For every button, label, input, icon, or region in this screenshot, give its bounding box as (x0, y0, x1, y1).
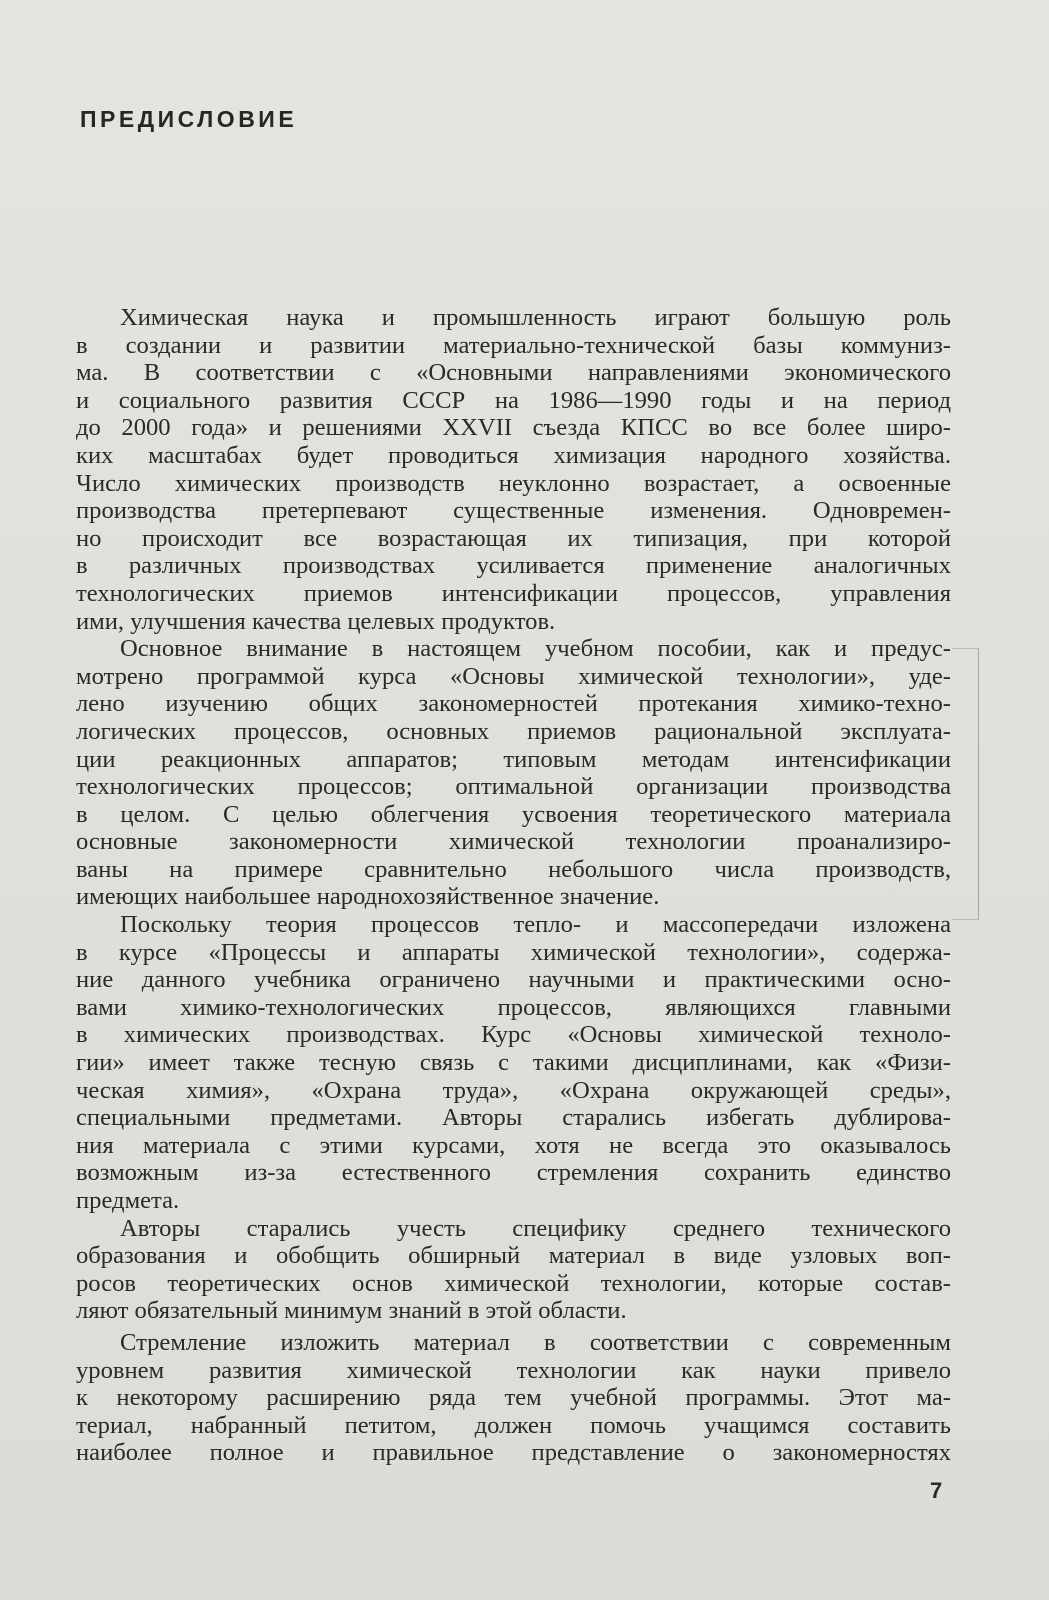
text-line: гии» имеет также тесную связь с такими дисциплинами, как «Физи- (76, 1049, 951, 1077)
margin-bracket-mark (952, 648, 979, 920)
text-line: в курсе «Процессы и аппараты химической технологии», содержа- (76, 938, 951, 966)
paragraph-1 (76, 304, 951, 635)
text-line: к некоторому расширению ряда тем учебной программы. Этот ма- (76, 1384, 951, 1412)
text-line: ние данного учебника ограничено научными и практическими осно- (76, 966, 951, 994)
text-line: ния материала с этими курсами, хотя не всегда это оказывалось (76, 1131, 951, 1159)
text-line: ляют обязательный минимум знаний в этой области. (76, 1297, 627, 1325)
text-line: возможным из-за естественного стремления сохранить единство (76, 1159, 951, 1187)
text-line: в различных производствах усиливается применение аналогичных (76, 552, 951, 580)
text-line: в химических производствах. Курс «Основы химической техноло- (76, 1021, 951, 1049)
text-line: Стремление изложить материал в соответствии с современным (120, 1328, 951, 1356)
text-line: териал, набранный петитом, должен помочь учащимся составить (76, 1411, 951, 1439)
text-line: в создании и развитии материально-технической базы коммуниз- (76, 331, 951, 359)
text-line: и социального развития СССР на 1986—1990 годы и на период (76, 386, 951, 414)
pencil-handwriting-mark: ​ (343, 200, 347, 263)
text-line: Число химических производств неуклонно возрастает, а освоенные (76, 469, 951, 497)
paragraph-4 (76, 1215, 951, 1325)
text-line: ции реакционных аппаратов; типовым методам интенсификации (76, 745, 951, 773)
paragraph-3 (76, 911, 951, 1215)
paragraph-5 (76, 1329, 951, 1467)
text-line: образования и обобщить обширный материал в виде узловых воп- (76, 1242, 951, 1270)
text-line: Авторы старались учесть специфику среднего технического (120, 1214, 951, 1242)
text-line: технологических процессов; оптимальной организации производства (76, 773, 951, 801)
text-line: мотрено программой курса «Основы химической технологии», уде- (76, 662, 951, 690)
text-line: логических процессов, основных приемов рациональной эксплуата- (76, 717, 951, 745)
text-line: ческая химия», «Охрана труда», «Охрана окружающей среды», (76, 1076, 951, 1104)
text-line: ких масштабах будет проводиться химизация народного хозяйства. (76, 441, 951, 469)
text-line: технологических приемов интенсификации процессов, управления (76, 579, 951, 607)
text-line: Поскольку теория процессов тепло- и массопередачи изложена (120, 911, 951, 939)
text-line: Основное внимание в настоящем учебном пособии, как и предус- (120, 635, 951, 663)
text-line: но происходит все возрастающая их типизация, при которой (76, 524, 951, 552)
text-line: специальными предметами. Авторы старались избегать дублирова- (76, 1104, 951, 1132)
text-line: имеющих наибольшее народнохозяйственное значение. (76, 883, 660, 911)
text-line: предмета. (76, 1187, 180, 1214)
text-line: вами химико-технологических процессов, являющихся главными (76, 993, 951, 1021)
text-line: в целом. С целью облегчения усвоения теоретического материала (76, 800, 951, 828)
text-line: основные закономерности химической технологии проанализиро- (76, 828, 951, 856)
text-line: уровнем развития химической технологии как науки привело (76, 1356, 951, 1384)
page-heading: ПРЕДИСЛОВИЕ (80, 106, 298, 132)
text-line: росов теоретических основ химической технологии, которые состав- (76, 1269, 951, 1297)
page-number: 7 (930, 1478, 943, 1503)
text-line: ваны на примере сравнительно небольшого числа производств, (76, 855, 951, 883)
text-line: производства претерпевают существенные изменения. Одновремен- (76, 497, 951, 525)
text-line: ими, улучшения качества целевых продуктов. (76, 607, 556, 635)
text-line: лено изучению общих закономерностей протекания химико-техно- (76, 690, 951, 718)
text-line: наиболее полное и правильное представление о закономерностях (76, 1439, 951, 1467)
text-line: до 2000 года» и решениями XXVII съезда КПСС во все более широ- (76, 414, 951, 442)
body-text (76, 304, 951, 1467)
paragraph-2 (76, 635, 951, 911)
text-line: ма. В соответствии с «Основными направлениями экономического (76, 359, 951, 387)
text-line: Химическая наука и промышленность играют большую роль (120, 304, 951, 331)
